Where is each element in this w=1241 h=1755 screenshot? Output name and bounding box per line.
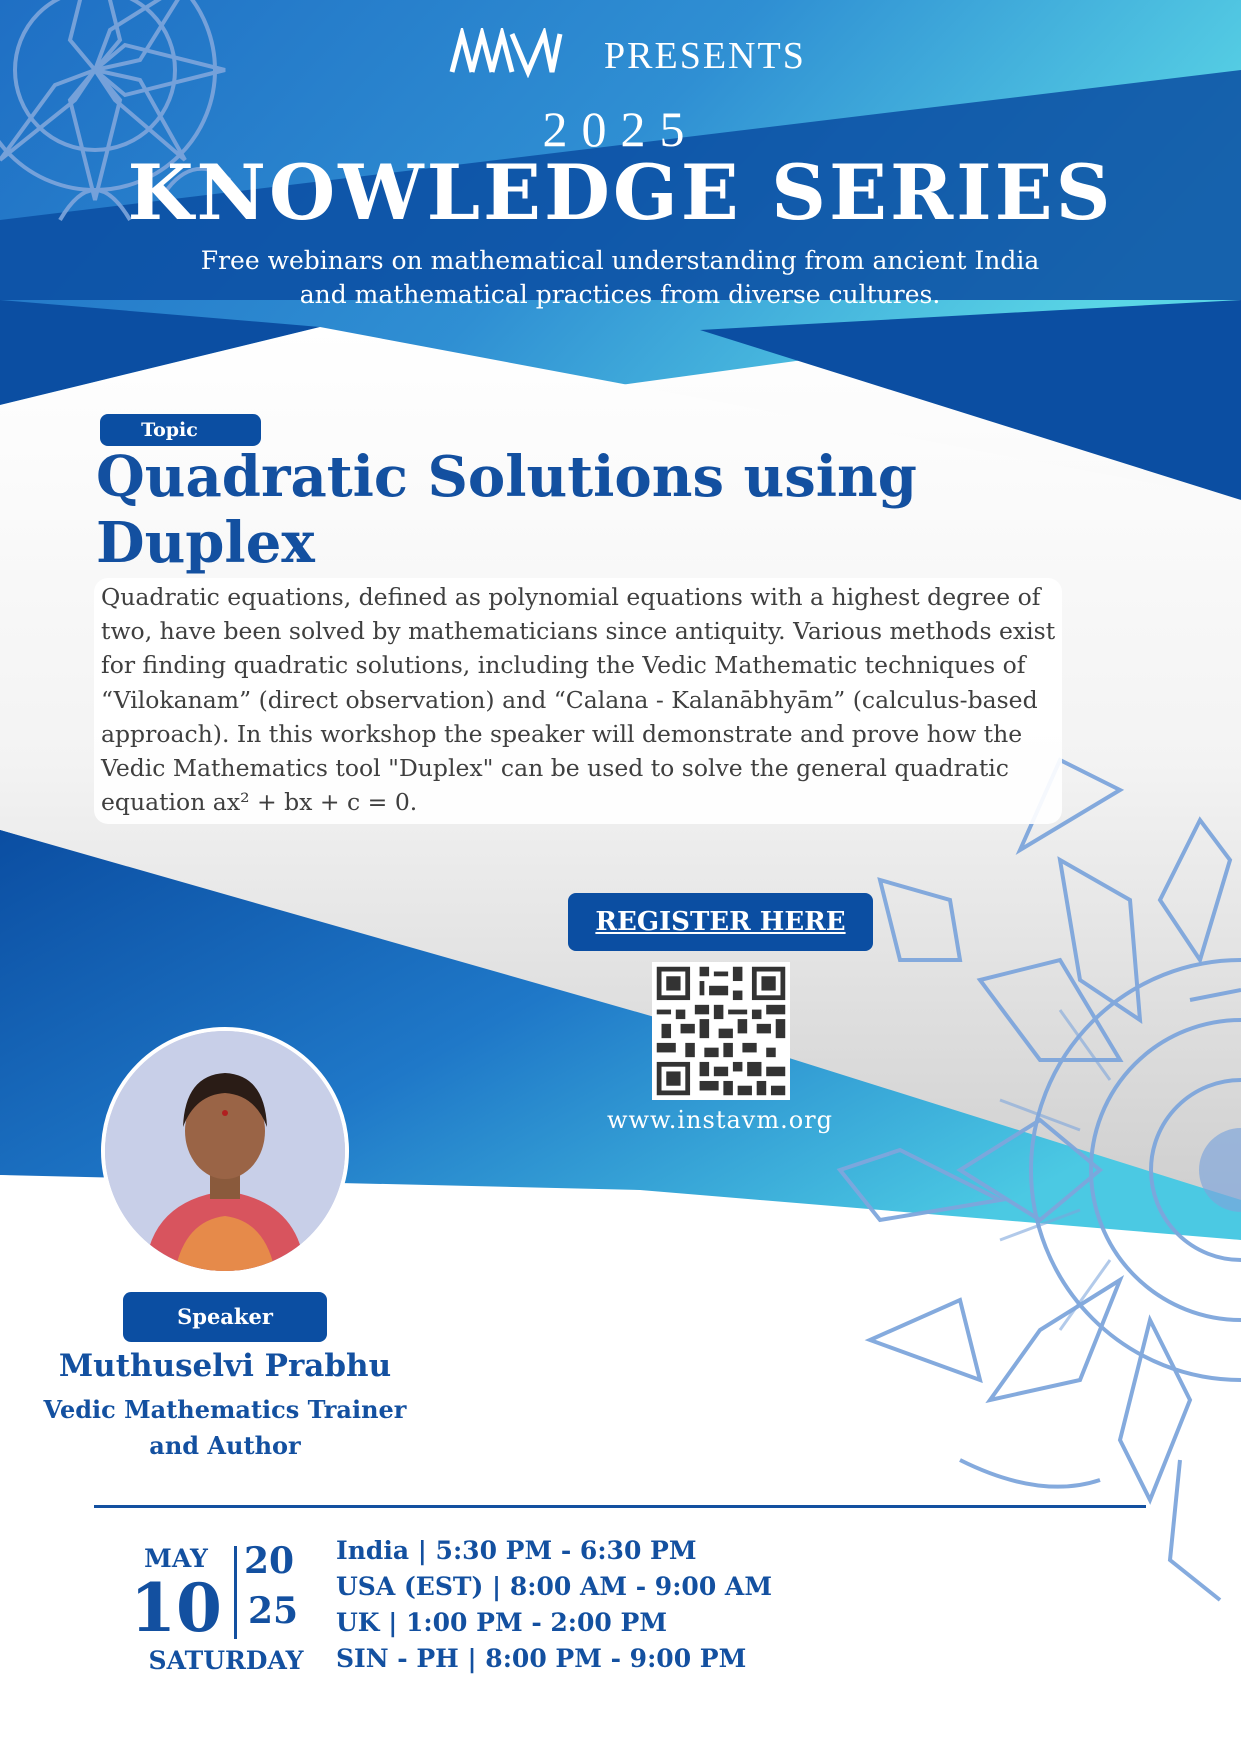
divider — [94, 1505, 1146, 1508]
event-day: 10 — [130, 1569, 222, 1647]
time-row-uk: UK | 1:00 PM - 2:00 PM — [336, 1608, 667, 1637]
topic-title: Quadratic Solutions using Duplex — [96, 444, 917, 576]
time-row-india: India | 5:30 PM - 6:30 PM — [336, 1536, 697, 1565]
time-row-usa: USA (EST) | 8:00 AM - 9:00 AM — [336, 1572, 772, 1601]
website-url[interactable]: www.instavm.org — [606, 1106, 834, 1134]
time-row-sin-ph: SIN - PH | 8:00 PM - 9:00 PM — [336, 1644, 747, 1673]
topic-label: Topic — [100, 414, 261, 446]
qr-code[interactable] — [652, 962, 790, 1100]
presents-text: PRESENTS — [604, 35, 806, 77]
series-title: KNOWLEDGE SERIES — [127, 148, 1114, 237]
event-weekday: SATURDAY — [148, 1646, 304, 1675]
speaker-label: Speaker — [123, 1292, 327, 1342]
event-times — [336, 1533, 896, 1677]
subtitle-line: and mathematical practices from diverse cultures. — [299, 280, 941, 309]
speaker-name: Muthuselvi Prabhu — [58, 1348, 392, 1384]
speaker-role: Vedic Mathematics Trainer and Author — [43, 1395, 407, 1460]
series-year: 2025 — [542, 101, 699, 157]
speaker-photo — [101, 1027, 349, 1275]
subtitle-line: Free webinars on mathematical understanding from ancient India — [200, 246, 1040, 275]
iavm-logo — [448, 28, 564, 78]
register-button[interactable]: REGISTER HERE — [568, 893, 873, 951]
event-month: MAY — [144, 1544, 208, 1573]
event-year-bottom: 25 — [248, 1590, 299, 1632]
event-year-top: 20 — [244, 1540, 295, 1582]
series-subtitle — [150, 244, 1090, 312]
date-divider — [234, 1546, 237, 1639]
topic-description: Quadratic equations, defined as polynomial equations with a highest degree of two, have been solved by mathematicians since antiquity. Various methods exist for finding quadratic solutions, including the Vedic Mathematic techniques of “Vilokanam” (direct observation) and “Calana - Kalanābhyām” (calculus-based approach). In this workshop the speaker will demonstrate and prove how the Vedic Mathematics tool "Duplex" can be used to solve the general quadratic equation ax² + bx + c = 0. — [101, 583, 1056, 817]
